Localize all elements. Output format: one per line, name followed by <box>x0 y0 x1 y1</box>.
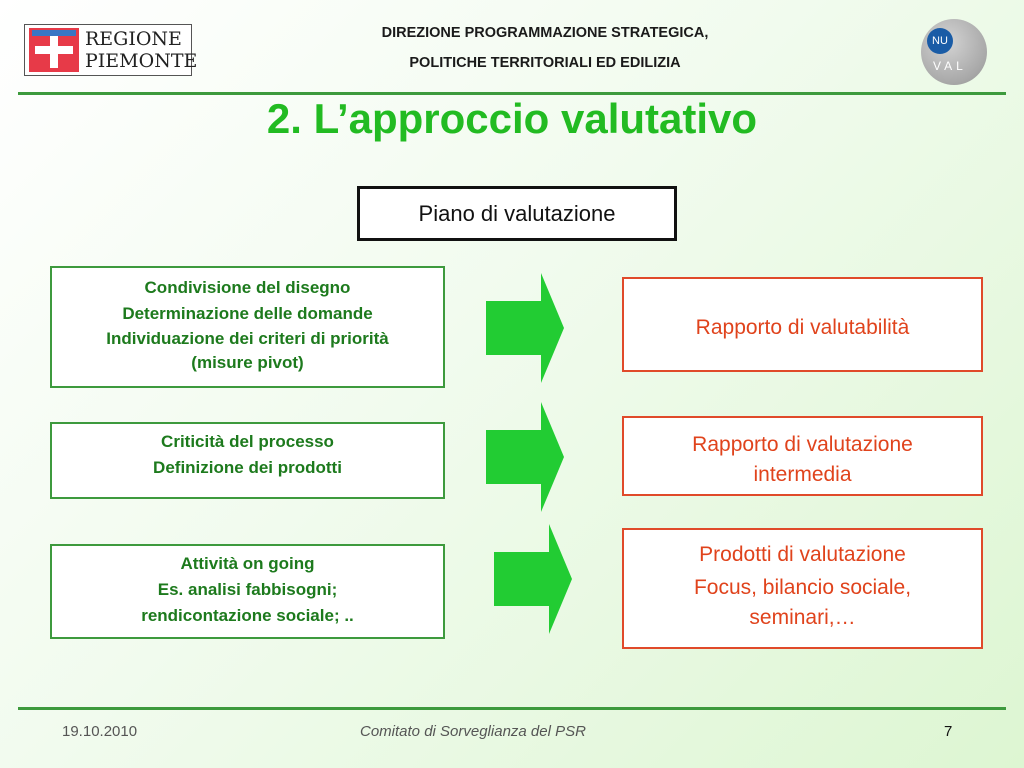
page-number: 7 <box>944 723 953 740</box>
arrow-right-icon <box>486 273 566 383</box>
activity-3-line-1: Attività on going <box>180 554 315 573</box>
footer-title: Comitato di Sorveglianza del PSR <box>360 723 586 740</box>
piemonte-flag-icon <box>29 28 79 72</box>
output-box-1 <box>622 277 983 372</box>
slide-title: 2. L’approccio valutativo <box>266 95 758 142</box>
activity-2-line-2: Definizione dei prodotti <box>153 458 342 477</box>
activity-2-line-1: Criticità del processo <box>161 432 334 451</box>
output-3-line-2: Focus, bilancio sociale, seminari,… <box>693 576 912 629</box>
activity-box-2 <box>50 422 445 499</box>
piano-label: Piano di valutazione <box>418 200 616 226</box>
output-3-line-1: Prodotti di valutazione <box>699 543 906 566</box>
nuval-logo-top: NU <box>927 28 953 54</box>
regione-piemonte-logo <box>24 24 198 76</box>
output-1-line-1: Rapporto di valutabilità <box>695 316 910 339</box>
activity-box-3 <box>50 544 445 639</box>
header-line-2: POLITICHE TERRITORIALI ED EDILIZIA <box>409 55 681 71</box>
arrow-right-icon <box>486 402 566 512</box>
footer-divider <box>18 707 1006 710</box>
activity-1-line-3: Individuazione dei criteri di priorità (misure pivot) <box>106 329 389 372</box>
piano-box <box>357 186 677 241</box>
output-2-line-1: Rapporto di valutazione intermedia <box>692 433 913 486</box>
output-box-2 <box>622 416 983 496</box>
header-line-1: DIREZIONE PROGRAMMAZIONE STRATEGICA, <box>381 25 709 41</box>
activity-box-1 <box>50 266 445 388</box>
nuval-logo <box>921 19 987 85</box>
output-box-3 <box>622 528 983 649</box>
activity-3-line-2: Es. analisi fabbisogni; rendicontazione sociale; .. <box>141 580 354 625</box>
activity-1-line-1: Condivisione del disegno <box>144 278 351 297</box>
nuval-logo-bottom: VAL <box>933 59 967 73</box>
footer-date: 19.10.2010 <box>62 723 138 740</box>
activity-1-line-2: Determinazione delle domande <box>122 304 373 323</box>
arrow-right-icon <box>494 524 574 634</box>
logo-left-word-1: REGIONE <box>85 28 182 50</box>
logo-left-word-2: PIEMONTE <box>85 50 198 72</box>
